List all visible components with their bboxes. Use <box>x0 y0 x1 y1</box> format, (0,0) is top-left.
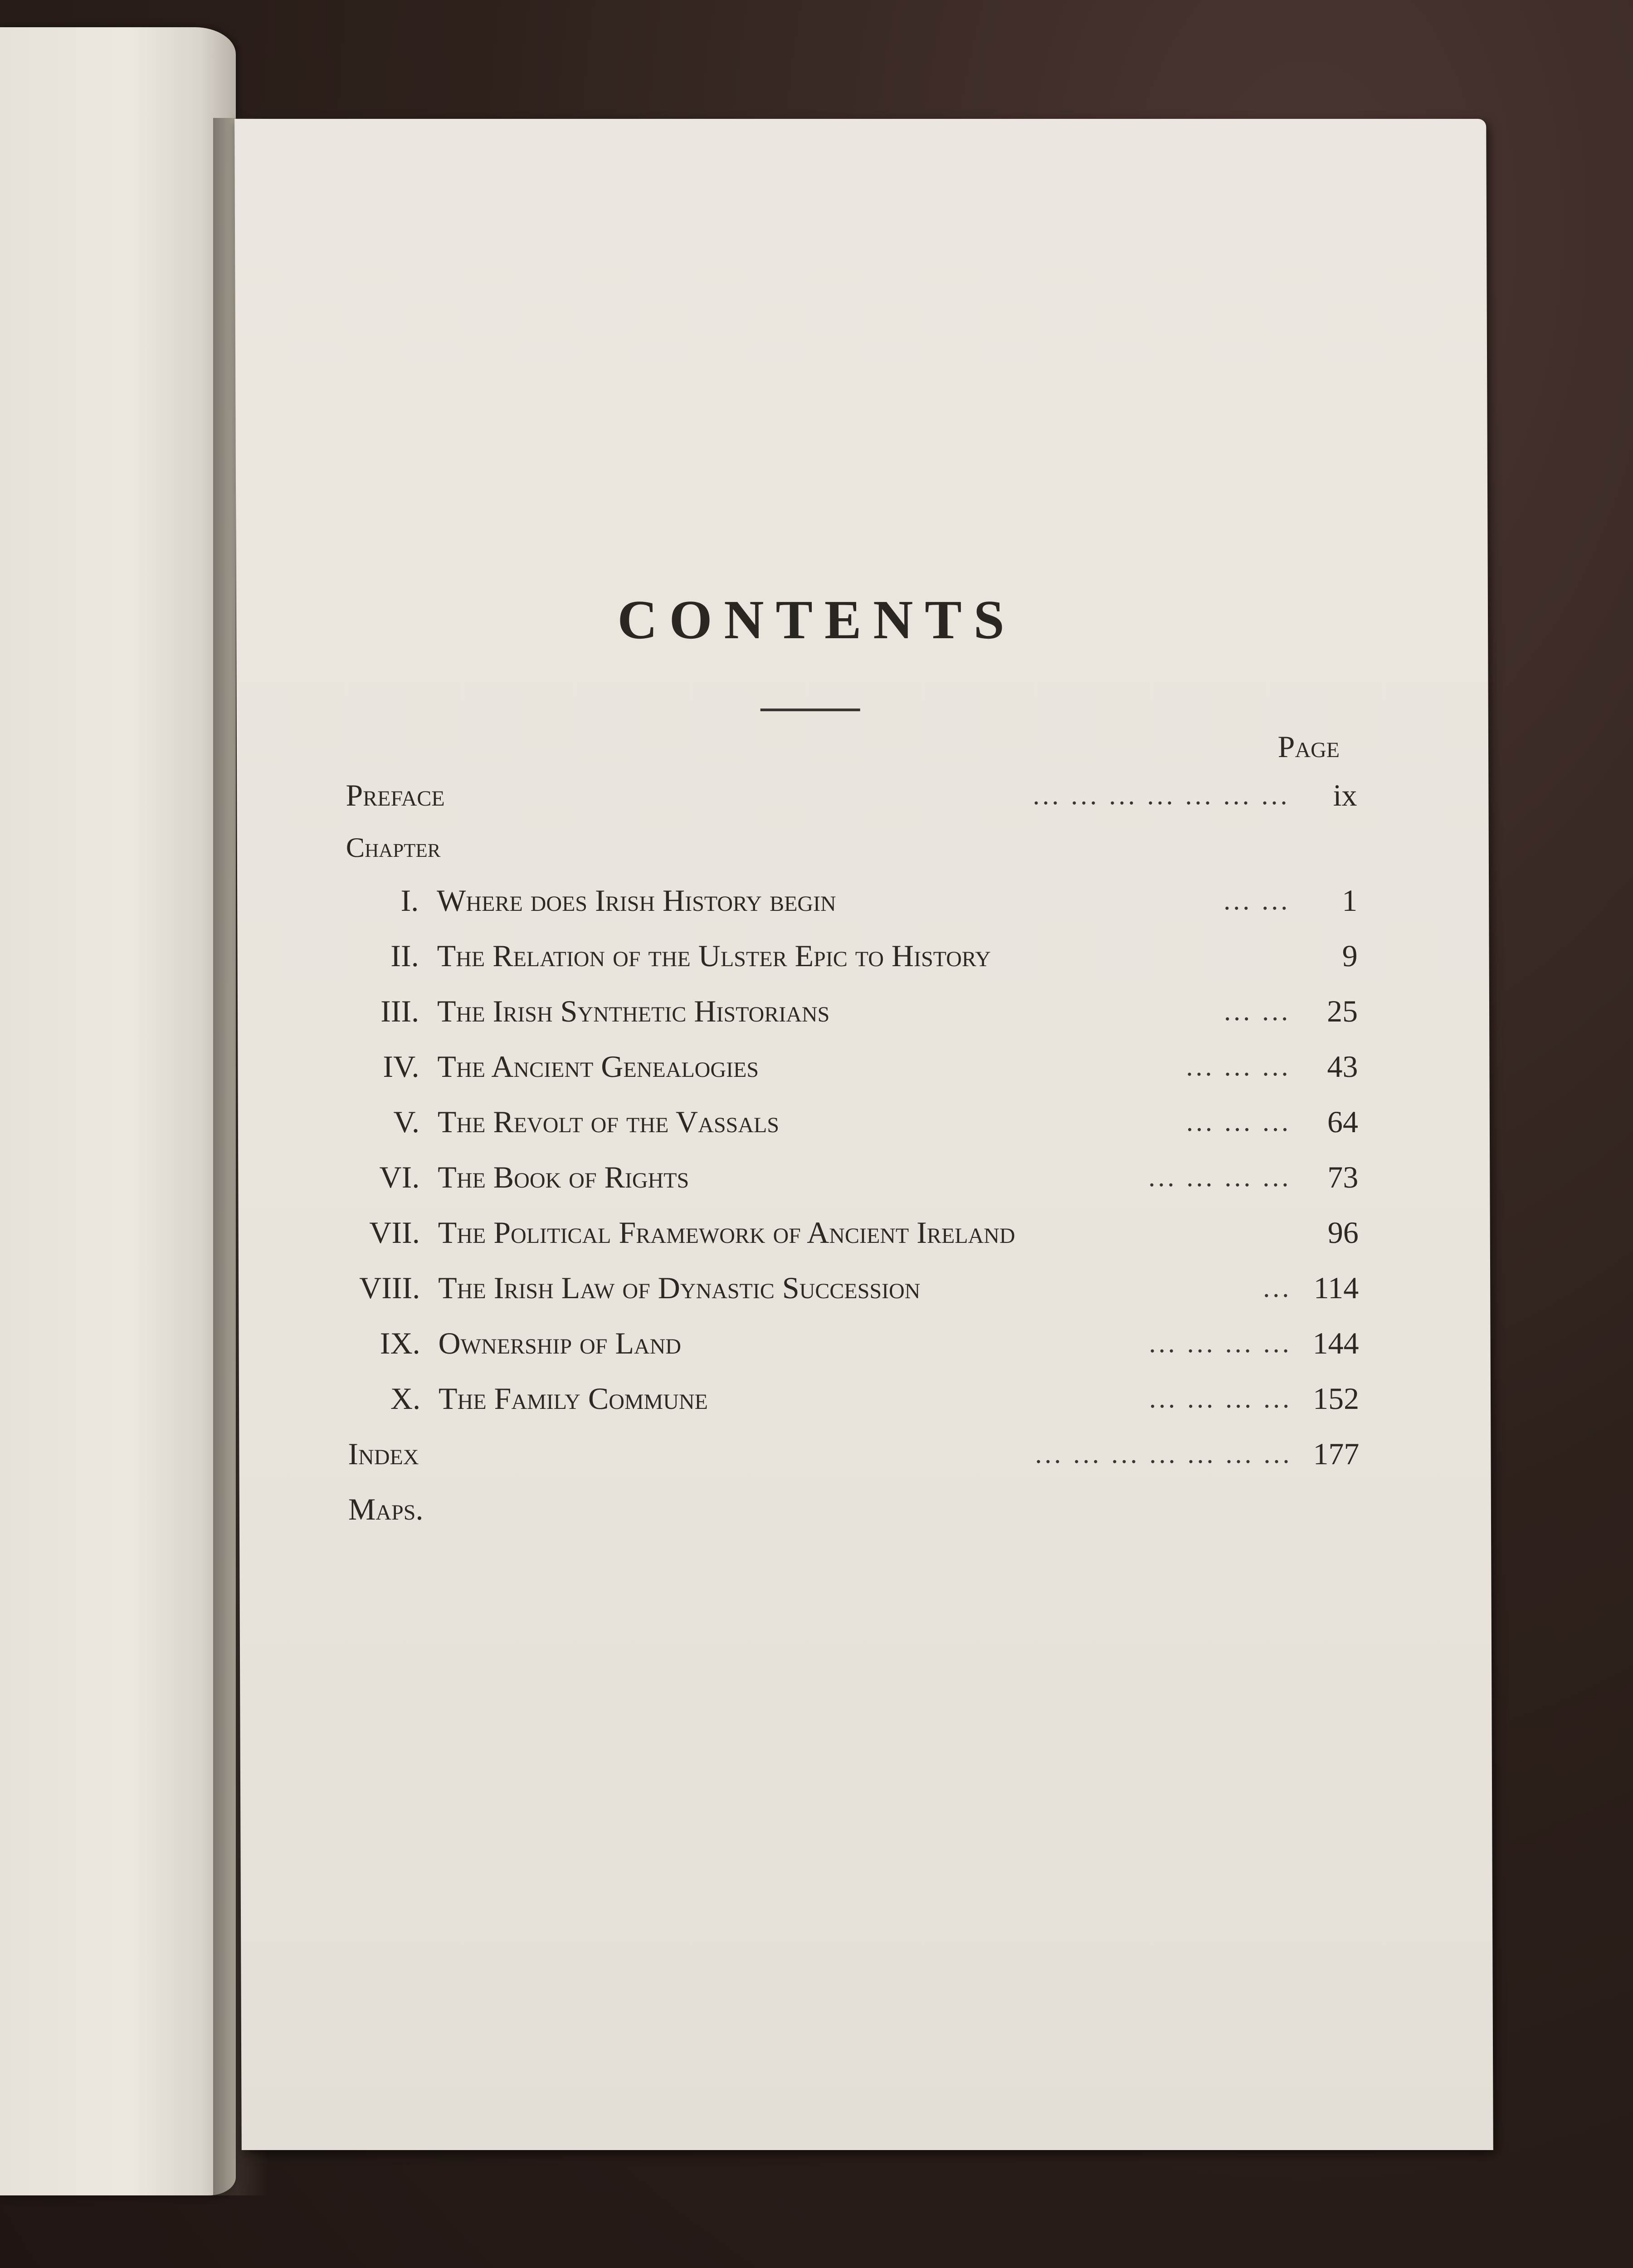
toc-page-number: 64 <box>1327 1104 1359 1139</box>
toc-entry-chapter-10[interactable] <box>348 1371 1359 1426</box>
chapter-title: The Revolt of the Vassals <box>437 1104 780 1139</box>
chapter-numeral: V. <box>393 1104 420 1139</box>
toc-page-number: 144 <box>1312 1325 1359 1360</box>
chapter-numeral: III. <box>380 993 419 1028</box>
chapter-numeral: IX. <box>380 1325 420 1360</box>
dot-leader: ... ... ... <box>1186 1051 1291 1081</box>
dot-leader: ... ... ... ... <box>1149 1383 1292 1413</box>
toc-page-number: ix <box>1333 777 1357 812</box>
toc-page-number: 73 <box>1327 1159 1359 1194</box>
dot-leader: ... ... <box>1224 885 1291 915</box>
toc-page-number: 25 <box>1326 993 1358 1028</box>
toc-entry-label: Preface <box>346 777 445 812</box>
chapter-heading <box>346 823 1357 873</box>
chapter-title: The Book of Rights <box>438 1159 689 1194</box>
toc-page-number: 1 <box>1342 883 1358 918</box>
chapter-numeral: IV. <box>383 1049 419 1084</box>
chapter-title: The Relation of the Ulster Epic to History <box>437 938 991 973</box>
title-divider <box>760 709 860 711</box>
page-title: CONTENTS <box>617 589 1016 650</box>
chapter-title: The Irish Law of Dynastic Succession <box>438 1270 921 1305</box>
toc-entry-chapter-6[interactable] <box>347 1149 1358 1205</box>
toc-entry-chapter-1[interactable] <box>346 873 1357 928</box>
contents-page <box>234 119 1493 2150</box>
dot-leader: ... ... ... ... ... ... ... <box>1035 1438 1292 1469</box>
toc-page-number: 96 <box>1327 1215 1359 1250</box>
chapter-title: The Irish Synthetic Historians <box>437 993 830 1028</box>
chapter-title: Ownership of Land <box>438 1325 682 1360</box>
dot-leader: ... ... ... <box>1186 1106 1292 1137</box>
chapter-numeral: VI. <box>379 1159 420 1194</box>
toc-entry-label: Maps. <box>348 1491 424 1526</box>
toc-entry-chapter-4[interactable] <box>346 1039 1358 1094</box>
table-of-contents <box>346 767 1360 1537</box>
chapter-title: The Family Commune <box>438 1381 708 1416</box>
dot-leader: ... ... ... ... ... ... ... <box>1033 780 1290 810</box>
toc-entry-chapter-9[interactable] <box>347 1315 1359 1371</box>
toc-entry-chapter-3[interactable] <box>346 983 1358 1039</box>
dot-leader: ... <box>1263 1272 1292 1303</box>
toc-entry-chapter-2[interactable] <box>346 928 1357 983</box>
toc-page-number: 114 <box>1313 1270 1359 1305</box>
chapter-title: The Political Framework of Ancient Ireland <box>438 1215 1015 1250</box>
chapter-numeral: II. <box>390 938 419 973</box>
toc-entry-index[interactable] <box>348 1426 1359 1481</box>
toc-entry-label: Index <box>348 1436 419 1471</box>
chapter-numeral: I. <box>400 883 419 918</box>
toc-page-number: 43 <box>1327 1049 1358 1084</box>
toc-entry-chapter-5[interactable] <box>347 1094 1358 1149</box>
toc-page-number: 152 <box>1312 1381 1360 1416</box>
dot-leader: ... ... ... ... <box>1148 1162 1292 1192</box>
toc-entry-maps[interactable] <box>348 1481 1360 1537</box>
chapter-title: The Ancient Genealogies <box>437 1049 759 1084</box>
left-page <box>0 27 236 2195</box>
toc-entry-preface[interactable] <box>346 767 1357 823</box>
chapter-title: Where does Irish History begin <box>437 883 836 918</box>
chapter-heading-label: Chapter <box>346 832 441 863</box>
chapter-numeral: X. <box>390 1381 421 1416</box>
dot-leader: ... ... <box>1224 996 1291 1026</box>
toc-page-number: 9 <box>1342 938 1358 973</box>
page-column-heading: Page <box>1277 729 1340 764</box>
toc-entry-chapter-8[interactable] <box>347 1260 1359 1315</box>
toc-entry-chapter-7[interactable] <box>347 1205 1359 1260</box>
toc-page-number: 177 <box>1313 1436 1360 1471</box>
dot-leader: ... ... ... ... <box>1149 1328 1292 1358</box>
chapter-numeral: VII. <box>369 1215 420 1250</box>
chapter-numeral: VIII. <box>359 1270 420 1305</box>
